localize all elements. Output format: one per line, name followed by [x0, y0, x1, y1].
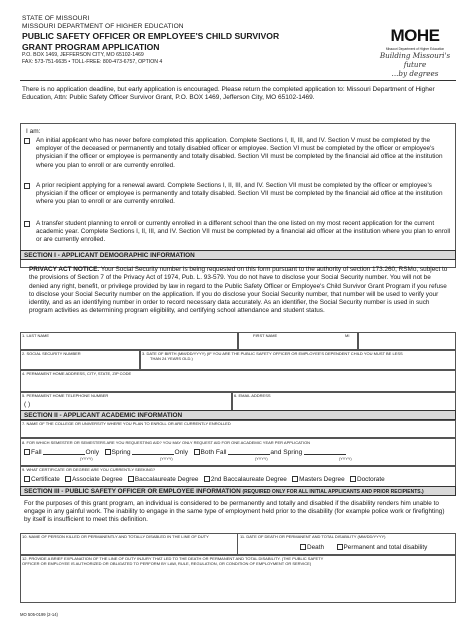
- degree-label: 9. WHAT CERTIFICATE OR DEGREE ARE YOU CURRENTLY SEEKING?: [22, 467, 156, 472]
- fax-contact: FAX: 573-751-6635 • TOLL-FREE: 800-473-6757, OPTION 4: [22, 58, 163, 65]
- checkbox-doctorate[interactable]: [350, 476, 356, 482]
- logo-subtitle: Missouri Department of Higher Education: [385, 47, 445, 51]
- state-label: STATE OF MISSOURI: [22, 15, 90, 22]
- officer-name-label: 10. NAME OF PERSON KILLED OR PERMANENTLY AND TOTALLY DISABLED IN THE LINE OF DUTY: [22, 534, 209, 539]
- section3-requirement: (REQUIRED ONLY FOR ALL INITIAL APPLICANTS AND PRIOR RECIPIENTS.): [242, 489, 424, 495]
- last-name-field[interactable]: [20, 332, 238, 350]
- logo-mark: MOHE: [390, 26, 440, 45]
- degree-options: [24, 476, 385, 484]
- section2-header: SECTION II - APPLICANT ACADEMIC INFORMATION: [20, 410, 456, 420]
- both-spring-year-input[interactable]: [304, 448, 346, 455]
- semester-options: [24, 448, 346, 457]
- checkbox-second-baccalaureate[interactable]: [204, 476, 210, 482]
- phone-label: 5. PERMANENT HOME TELEPHONE NUMBER: [22, 393, 109, 398]
- disability-label: Permanent and total disability: [343, 544, 428, 551]
- option-prior-recipient: [24, 182, 452, 216]
- phone-area-code: ( ): [24, 401, 31, 408]
- injury-explanation-label: 12. PROVIDE A BRIEF EXPLANATION OF THE LINE OF DUTY INJURY THAT LED TO THE DEATH OR PERMANENT AND TOTAL DISABILITY. (THE PUBLIC SAFETY: [22, 556, 324, 561]
- both-fall-year-input[interactable]: [228, 448, 270, 455]
- checkbox-both[interactable]: [194, 449, 200, 455]
- death-label: Death: [307, 544, 325, 551]
- fall-year-input[interactable]: [43, 448, 85, 455]
- death-or-disability-options: [300, 544, 427, 552]
- section1-header: SECTION I - APPLICANT DEMOGRAPHIC INFORMATION: [20, 250, 456, 260]
- department-label: MISSOURI DEPARTMENT OF HIGHER EDUCATION: [22, 23, 184, 30]
- checkbox-masters[interactable]: [292, 476, 298, 482]
- mi-label: MI: [345, 333, 350, 338]
- deadline-note: There is no application deadline, but early application is encouraged. Please return the completed application to: Missouri Department of Higher Education, Attn: Public Safety Officer Survivor Grant, P.O. BOX 1469, Jefferson City, MO 65102-1469.: [22, 86, 435, 102]
- privacy-heading: PRIVACY ACT NOTICE.: [29, 266, 100, 273]
- option-initial-applicant: [24, 137, 452, 179]
- yyyy-hint-1: (YYYY): [80, 457, 93, 461]
- i-am-label: I am:: [26, 128, 41, 135]
- privacy-body: Your Social Security number is being requested on this form pursuant to the authority of section 173.260, RSMo, subject to the provisions of Section 7 of the Privacy Act of 1974, Pub. L. 93-579. You do not have to disclose your Social Security number. You will not be denied any right, benefit, or privilege provided by law in regard to the Public Safety Officer or Employee's Child Survivor Grant Program if you refuse to disclose your Social Security number on the application. If you do disclose your Social Security number, that number will be used to verify your identity, and as an identifying number in order to record necessary data accurately. As an identifier, the Social Security number is used in such program activities as determining program eligibility, and certifying school attendance and student status.: [29, 266, 448, 315]
- home-address-label: 4. PERMANENT HOME ADDRESS, CITY, STATE, ZIP CODE: [22, 371, 132, 376]
- spring-label: Spring: [111, 449, 131, 456]
- spring-year-input[interactable]: [132, 448, 174, 455]
- yyyy-hint-3: (YYYY): [255, 457, 268, 461]
- associate-label: Associate Degree: [72, 476, 123, 483]
- checkbox-disability[interactable]: [337, 544, 343, 550]
- checkbox-fall-only[interactable]: [24, 449, 30, 455]
- second-baccalaureate-label: 2nd Baccalaureate Degree: [210, 476, 287, 483]
- yyyy-hint-4: (YYYY): [339, 457, 352, 461]
- ssn-label: 2. SOCIAL SECURITY NUMBER: [22, 351, 81, 356]
- disability-definition: For the purposes of this grant program, an individual is considered to be permanently and totally and disabled if the disability renders him unable to engage in any gainful work. The inability to engage in the same type of employment held prior to the disability (for example police work or firefighting) by itself is insufficient to meet this definition.: [24, 500, 445, 524]
- checkbox-certificate[interactable]: [24, 476, 30, 482]
- spring-only-label: Only: [174, 449, 188, 456]
- header-divider: [20, 80, 456, 81]
- doctorate-label: Doctorate: [356, 476, 385, 483]
- baccalaureate-label: Baccalaureate Degree: [134, 476, 199, 483]
- form-number: MO 505-0199 (2-14): [20, 612, 58, 617]
- fall-label: Fall: [31, 449, 42, 456]
- dob-label: 3. DATE OF BIRTH (MM/DD/YYYY) (IF YOU ARE THE PUBLIC SAFETY OFFICER OR EMPLOYEE'S DEPENDENT CHILD YOU MUST BE LESS: [142, 351, 403, 356]
- dob-label-cont: THAN 24 YEARS OLD.): [150, 356, 193, 361]
- option-transfer-text: A transfer student planning to enroll or currently enrolled in a different school than the one listed on my most recent application for the current academic year. Complete Sections I, II, III, and IV. Section VII must be completed by a financial aid officer at the institution where you plan to enroll or are currently enrolled.: [36, 220, 451, 244]
- both-fall-label: Both Fall: [200, 449, 227, 456]
- checkbox-associate[interactable]: [65, 476, 71, 482]
- certificate-label: Certificate: [31, 476, 60, 483]
- semester-label: 8. FOR WHICH SEMESTER OR SEMESTERS ARE YOU REQUESTING AID? YOU MAY ONLY REQUEST AID FOR ONE ACADEMIC YEAR PER APPLICATION: [22, 440, 311, 445]
- section3-title: SECTION III - PUBLIC SAFETY OFFICER OR EMPLOYEE INFORMATION: [24, 488, 241, 495]
- yyyy-hint-2: (YYYY): [160, 457, 173, 461]
- checkbox-prior-recipient[interactable]: [24, 183, 30, 189]
- logo-tagline-2: ...by degrees: [391, 69, 439, 78]
- checkbox-death[interactable]: [300, 544, 306, 550]
- death-date-label: 11. DATE OF DEATH OR PERMANENT AND TOTAL DISABILITY (MM/DD/YYYY): [240, 534, 386, 539]
- college-label: 7. NAME OF THE COLLEGE OR UNIVERSITY WHERE YOU PLAN TO ENROLL OR ARE CURRENTLY ENROLLED: [22, 421, 231, 426]
- mdhe-logo: [372, 26, 458, 92]
- checkbox-spring-only[interactable]: [105, 449, 111, 455]
- middle-initial-field[interactable]: [358, 332, 456, 350]
- injury-explanation-label-cont: OFFICER OR EMPLOYEE IS AUTHORIZED OR OBLIGATED TO PERFORM BY LAW, RULE, REGULATION, OR CONDITION OF EMPLOYMENT OR SERVICE): [22, 561, 312, 566]
- and-spring-label: and Spring: [270, 449, 303, 456]
- checkbox-baccalaureate[interactable]: [128, 476, 134, 482]
- option-transfer-student: [24, 220, 452, 254]
- form-title-line2: GRANT PROGRAM APPLICATION: [22, 41, 160, 52]
- option-prior-text: A prior recipient applying for a renewal award. Complete Sections I, II, III, and IV. Section VII must be completed by the officer or employee's physician if the officer or employee is permanently and totally disabled. Section VII must be completed by the financial aid office at the institution where you plan to enroll or are currently enrolled.: [36, 182, 443, 206]
- option-initial-text: An initial applicant who has never before completed this application. Complete Sections I, II, III, and IV. Section V must be completed by the employer of the deceased or permanently and totally disabled officer or employee. Section VI must be completed by the officer or employee's physician if the officer or employee is permanently and totally disabled. Section VII must be completed by the financial aid office at the institution where you plan to enroll or are currently enrolled.: [36, 137, 443, 169]
- checkbox-initial-applicant[interactable]: [24, 138, 30, 144]
- last-name-label: 1. LAST NAME: [22, 333, 50, 338]
- masters-label: Masters Degree: [299, 476, 345, 483]
- form-header: [22, 15, 362, 65]
- form-title-line1: PUBLIC SAFETY OFFICER OR EMPLOYEE'S CHILD SURVIVOR: [22, 31, 280, 41]
- checkbox-transfer-student[interactable]: [24, 221, 30, 227]
- mailing-address: P.O. BOX 1469, JEFFERSON CITY, MO 65102-1469: [22, 52, 144, 58]
- logo-tagline-1: Building Missouri's future: [379, 51, 451, 69]
- section3-header: [20, 486, 456, 496]
- email-label: 6. EMAIL ADDRESS: [234, 393, 271, 398]
- fall-only-label: Only: [85, 449, 100, 456]
- first-name-label: FIRST NAME: [253, 333, 278, 338]
- privacy-act-notice: [29, 266, 451, 316]
